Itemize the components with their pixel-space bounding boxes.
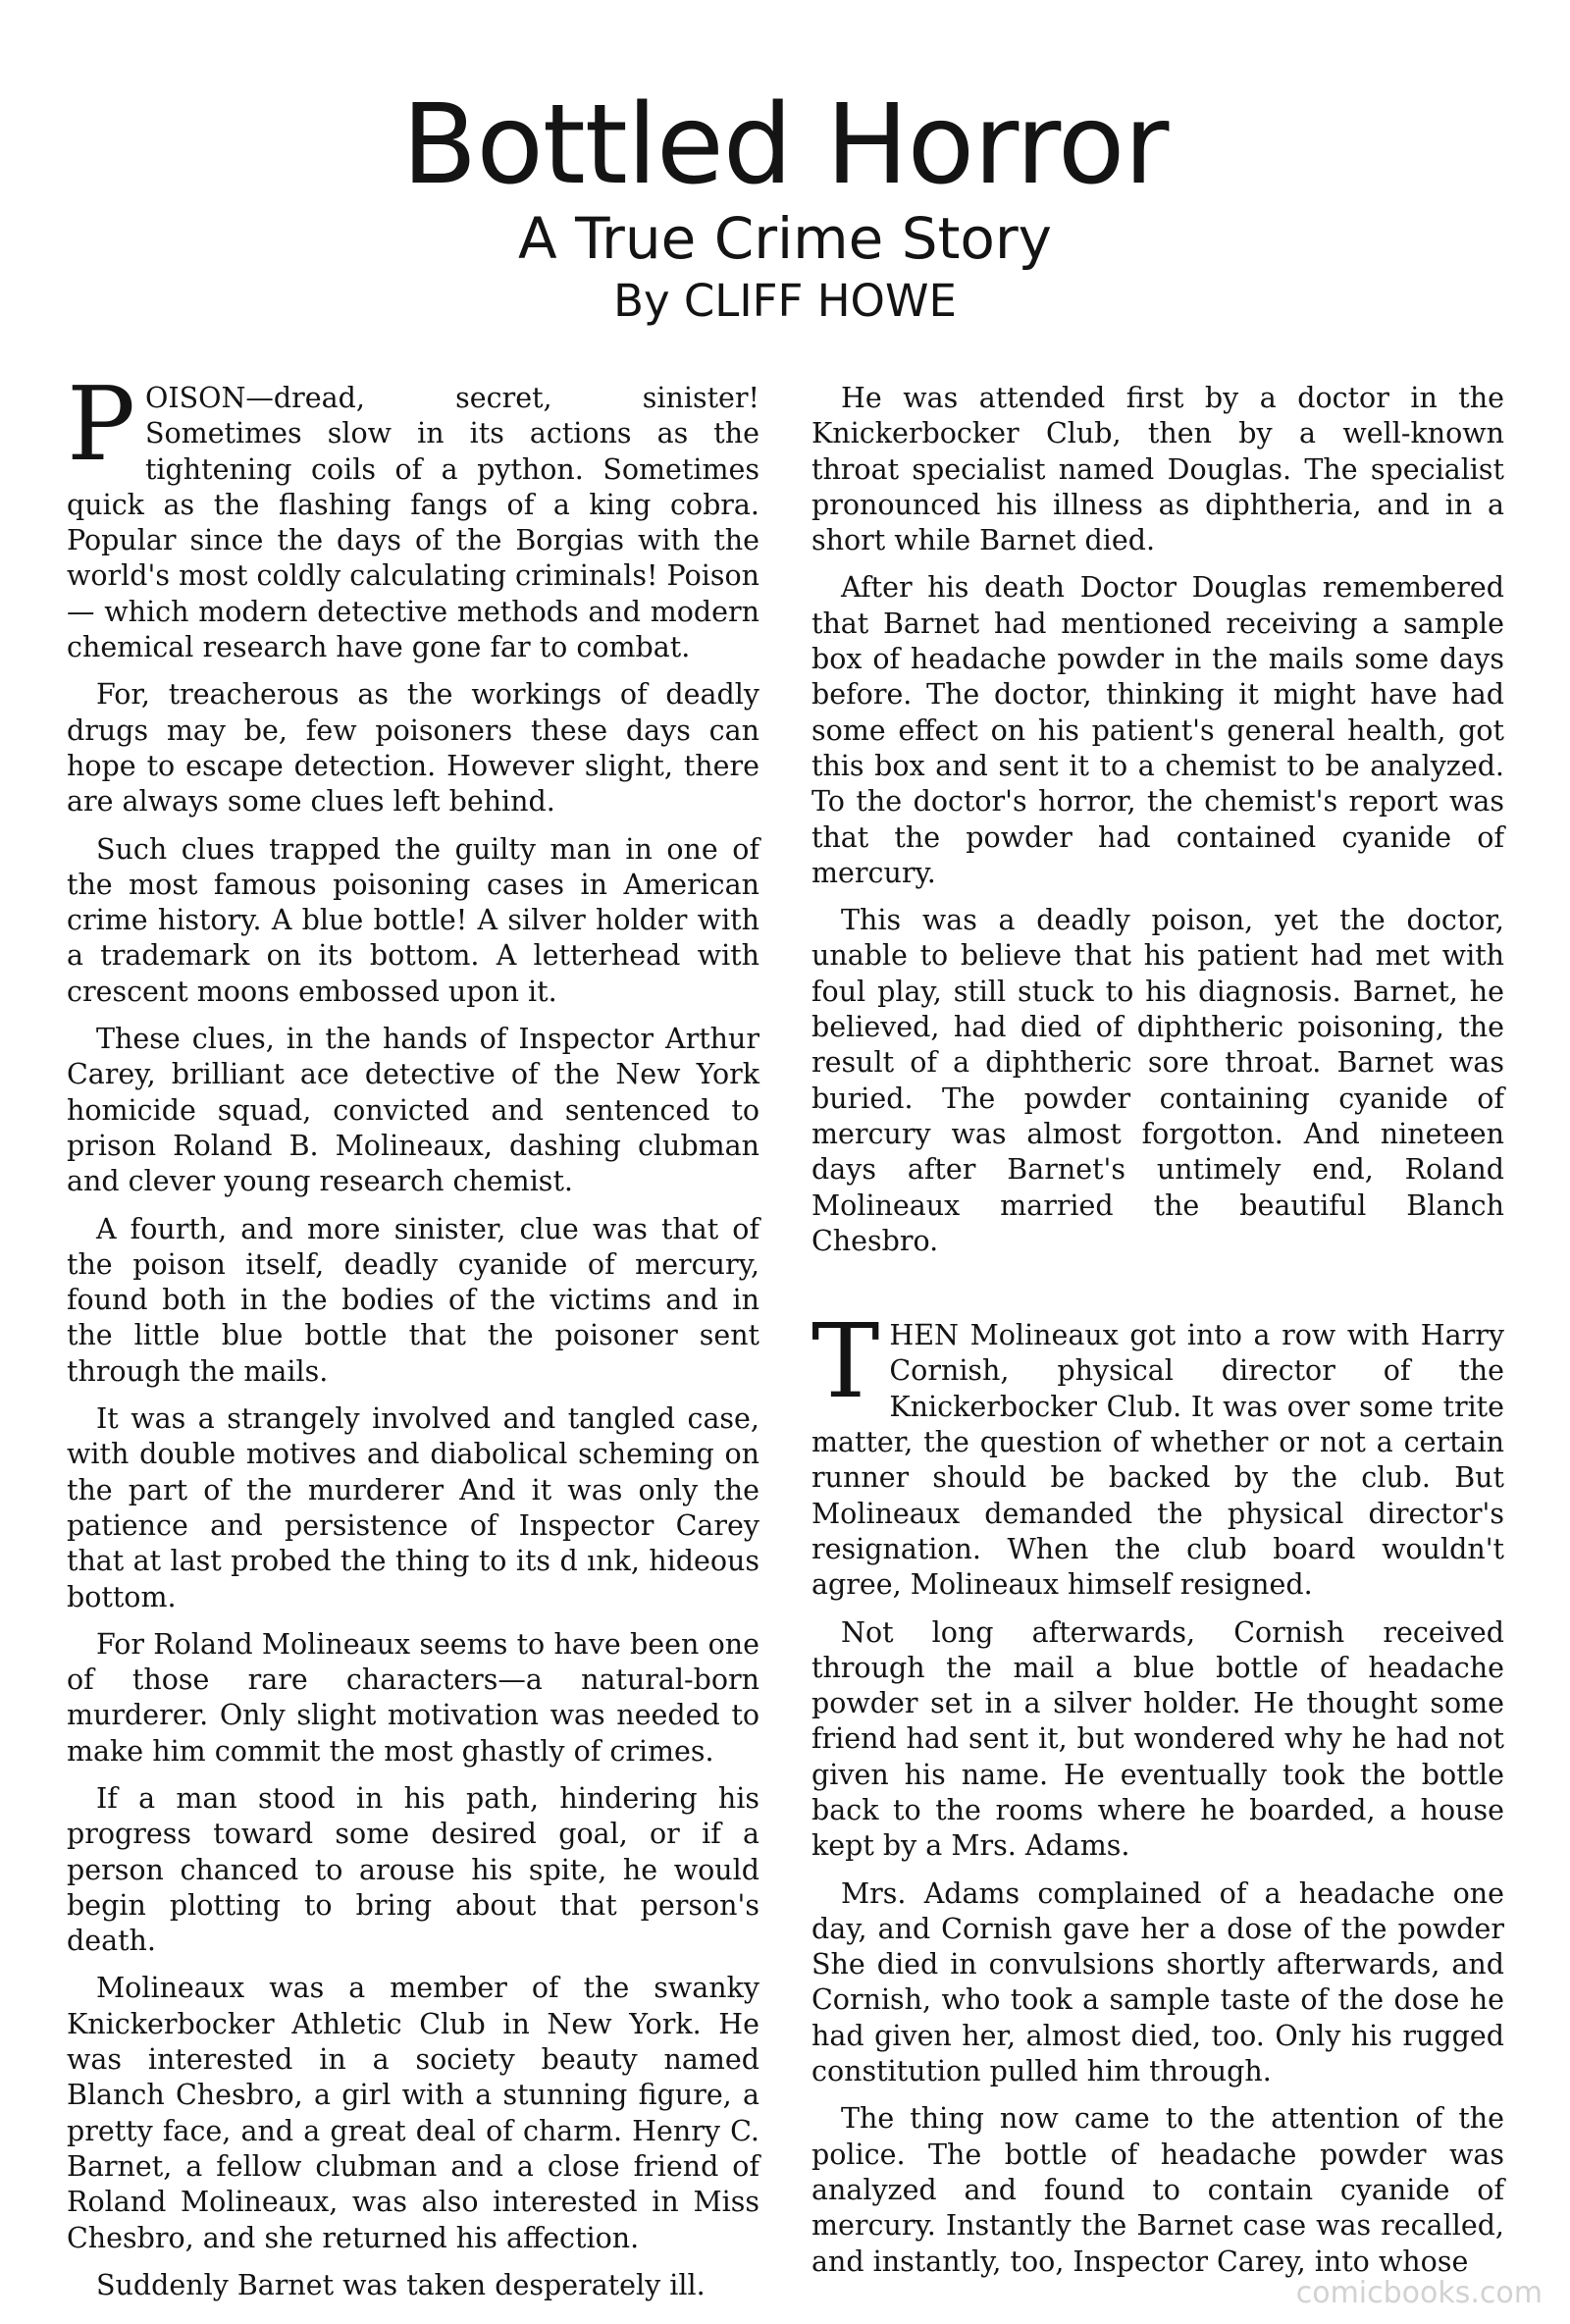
paragraph: For, treacherous as the workings of deadly drugs may be, few poisoners these days can hope to escape detection. However slight, there are always some clues left behind. [67,678,759,819]
article-title: Bottled Horror [401,81,1169,209]
paragraph: If a man stood in his path, hindering his progress toward some desired goal, or if a person chanced to arouse his spite, he would begin plotting to bring about that person's death. [67,1781,759,1958]
paragraph [67,364,759,665]
article-subtitle: A True Crime Story [517,205,1053,272]
paragraph: This was a deadly poison, yet the doctor, unable to believe that his patient had met with foul play, still stuck to his diagnosis. Barnet, he believed, had died of diphtheric poisoning, the result of a diphtheric sore throat. Barnet was buried. The powder containing cyanide of mercury was almost forgotton. And nineteen days after Barnet's untimely end, Roland Molineaux married the beautiful Blanch Chesbro. [811,904,1504,1257]
left-column [67,364,759,2315]
paragraph: Molineaux was a member of the swanky Knickerbocker Athletic Club in New York. He was interested in a society beauty named Blanch Chesbro, a girl with a stunning figure, a pretty face, and a great deal of charm. Henry C. Barnet, a fellow clubman and a close friend of Roland Molineaux, was also interested in Miss Chesbro, and she returned his affection. [67,1972,759,2254]
paragraph-text: HEN Molineaux got into a row with Harry Cornish, physical director of the Knickerbocker Club. It was over some trite matter, the question of whether or not a certain runner should be backed by the club. But Molineaux demanded the physical director's resignation. When the club board wouldn't agree, Molineaux himself resigned. [811,1319,1504,1602]
drop-cap: P [67,364,135,484]
paragraph [811,1301,1504,1603]
paragraph: It was a strangely involved and tangled case, with double motives and diabolical scheming on the part of the murderer And it was only the patience and persistence of Inspector Carey that at last probed the thing to its d ınk, hideous bottom. [67,1402,759,1613]
paragraph: The thing now came to the attention of the police. The bottle of headache powder was analyzed and found to contain cyanide of mercury. Instantly the Barnet case was recalled, and instantly, too, Inspector Carey, into whose [811,2102,1504,2278]
paragraph: Suddenly Barnet was taken desperately ill. [96,2268,706,2301]
article-header [0,0,1570,325]
drop-cap: T [811,1301,880,1422]
paragraph: These clues, in the hands of Inspector Arthur Carey, brilliant ace detective of the New York homicide squad, convicted and sentenced to prison Roland B. Molineaux, dashing clubman and clever young research chemist. [67,1023,759,1198]
paragraph: He was attended first by a doctor in the Knickerbocker Club, then by a well-known throat specialist named Douglas. The specialist pronounced his illness as diphtheria, and in a short while Barnet died. [811,382,1504,557]
article-byline: By CLIFF HOWE [613,274,957,327]
article-body [67,364,1504,2315]
section-break [811,1271,1504,1318]
paragraph: After his death Doctor Douglas remembered that Barnet had mentioned receiving a sample box of headache powder in the mails some days before. The doctor, thinking it might have had some effect on his patient's general health, got this box and sent it to a chemist to be analyzed. To the doctor's horror, the chemist's report was that the powder had contained cyanide of mercury. [811,571,1504,889]
right-column [811,381,1504,2315]
paragraph: A fourth, and more sinister, clue was that of the poison itself, deadly cyanide of mercury, found both in the bodies of the victims and in the little blue bottle that the poisoner sent through the mails. [67,1212,759,1388]
paragraph: Not long afterwards, Cornish received through the mail a blue bottle of headache powder set in a silver holder. He thought some friend had sent it, but wondered why he had not given his name. He eventually took the bottle back to the rooms where he boarded, a house kept by a Mrs. Adams. [811,1615,1504,1863]
paragraph-text: OISON—dread, secret, sinister! Sometimes slow in its actions as the tightening coils of a python. Sometimes quick as the flashing fangs of a king cobra. Popular since the days of the Borgias with the world's most coldly calculating criminals! Poison — which modern detective methods and modern chemical research have gone far to combat. [67,382,759,664]
paragraph: Such clues trapped the guilty man in one of the most famous poisoning cases in American crime history. A blue bottle! A silver holder with a trademark on its bottom. A letterhead with crescent moons embossed upon it. [67,832,759,1008]
watermark-text: comicbooks.com [1295,2276,1543,2310]
paragraph: For Roland Molineaux seems to have been one of those rare characters—a natural-born murderer. Only slight motivation was needed to make him commit the most ghastly of crimes. [67,1627,759,1768]
paragraph: Mrs. Adams complained of a headache one day, and Cornish gave her a dose of the powder She died in convulsions shortly afterwards, and Cornish, who took a sample taste of the dose he had given her, almost died, too. Only his rugged constitution pulled him through. [811,1876,1504,2088]
